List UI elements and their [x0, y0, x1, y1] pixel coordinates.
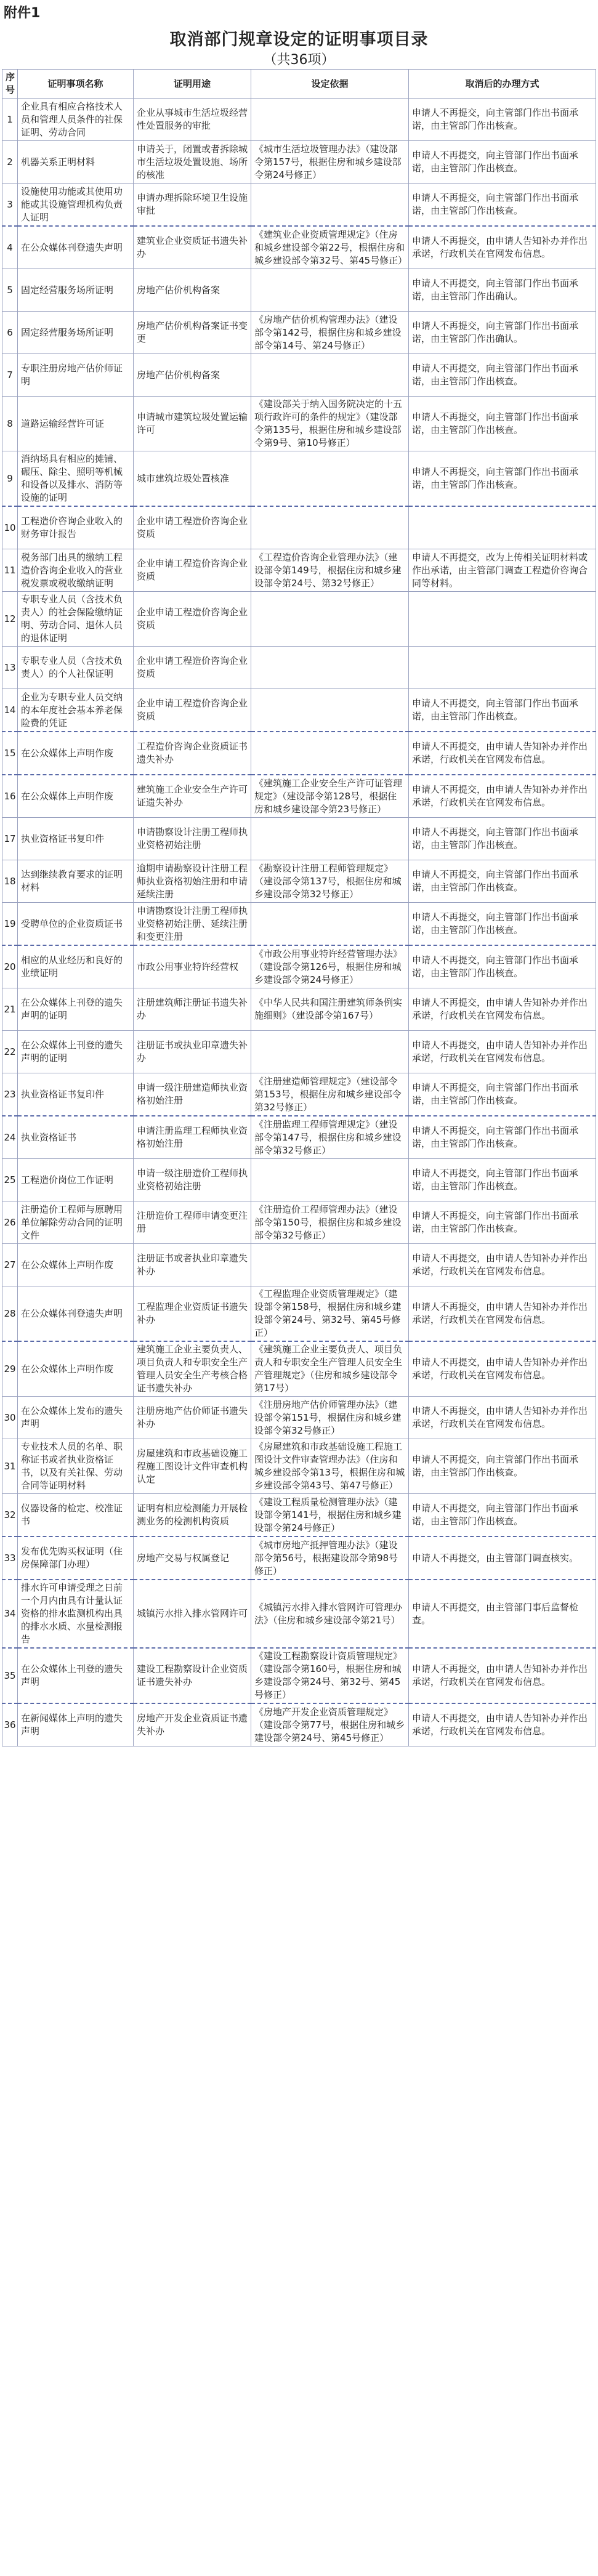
cell-basis: 《城市房地产抵押管理办法》（建设部令第56号，根据建设部令第98号修正） — [251, 1536, 409, 1580]
cell-item-name: 消纳场具有相应的摊铺、碾压、除尘、照明等机械和设备以及排水、消防等设施的证明 — [18, 451, 134, 507]
cell-no: 31 — [2, 1439, 18, 1494]
cell-after-cancel: 申请人不再提交，由申请人告知补办并作出承诺，行政机关在官网发布信息。 — [409, 1286, 596, 1342]
cell-after-cancel: 申请人不再提交，向主管部门作出书面承诺，由主管部门作出核查。 — [409, 451, 596, 507]
cell-item-name: 相应的从业经历和良好的业绩证明 — [18, 945, 134, 988]
cell-basis — [251, 1159, 409, 1201]
table-row — [2, 1494, 596, 1537]
cell-item-name: 固定经营服务场所证明 — [18, 312, 134, 354]
cell-purpose: 企业从事城市生活垃圾经营性处置服务的审批 — [134, 99, 251, 141]
cell-item-name: 专职注册房地产估价师证明 — [18, 354, 134, 397]
cell-no: 25 — [2, 1159, 18, 1201]
cell-item-name: 专职专业人员（含技术负责人）的社会保险缴纳证明、劳动合同、退休人员的退休证明 — [18, 592, 134, 647]
cell-no: 15 — [2, 732, 18, 775]
cell-after-cancel: 申请人不再提交，由申请人告知补办并作出承诺，行政机关在官网发布信息。 — [409, 1703, 596, 1746]
cell-purpose: 企业申请工程造价咨询企业资质 — [134, 689, 251, 732]
table-row — [2, 1536, 596, 1580]
cell-after-cancel: 申请人不再提交，向主管部门作出书面承诺，由主管部门作出核查。 — [409, 1439, 596, 1494]
cell-no: 29 — [2, 1341, 18, 1397]
cell-after-cancel: 申请人不再提交，由申请人告知补办并作出承诺，行政机关在官网发布信息。 — [409, 732, 596, 775]
cell-item-name: 在公众媒体上刊登的遗失声明的证明 — [18, 1031, 134, 1073]
cell-purpose: 房屋建筑和市政基础设施工程施工图设计文件审查机构认定 — [134, 1439, 251, 1494]
cell-item-name: 受聘单位的企业资质证书 — [18, 903, 134, 946]
cell-after-cancel: 申请人不再提交，向主管部门作出书面承诺，由主管部门作出核查。 — [409, 1159, 596, 1201]
table-row — [2, 506, 596, 549]
cell-no: 34 — [2, 1580, 18, 1648]
cell-basis — [251, 451, 409, 507]
cell-no: 24 — [2, 1116, 18, 1159]
document-subtitle: （共36项） — [263, 52, 335, 68]
cell-purpose: 城镇污水排入排水管网许可 — [134, 1580, 251, 1648]
table-row — [2, 1703, 596, 1746]
cell-basis: 《工程监理企业资质管理规定》（建设部令第158号，根据住房和城乡建设部令第24号、第32号、第45号修正） — [251, 1286, 409, 1342]
table-row — [2, 988, 596, 1031]
cell-basis — [251, 689, 409, 732]
cell-after-cancel: 申请人不再提交，向主管部门作出书面承诺，由主管部门作出核查。 — [409, 397, 596, 451]
cell-basis — [251, 732, 409, 775]
document-title: 取消部门规章设定的证明事项目录 — [169, 30, 429, 49]
cell-no: 36 — [2, 1703, 18, 1746]
table-row — [2, 860, 596, 903]
cell-item-name: 工程造价咨询企业收入的财务审计报告 — [18, 506, 134, 549]
cell-basis: 《勘察设计注册工程师管理规定》（建设部令第137号，根据住房和城乡建设部令第32号修正） — [251, 860, 409, 903]
cell-item-name: 仪器设备的检定、校准证书 — [18, 1494, 134, 1537]
cell-item-name: 机器关系正明材料 — [18, 141, 134, 184]
table-row — [2, 549, 596, 592]
cell-basis: 《城市生活垃圾管理办法》（建设部令第157号，根据住房和城乡建设部令第24号修正） — [251, 141, 409, 184]
cell-item-name: 注册造价工程师与原聘用单位解除劳动合同的证明文件 — [18, 1201, 134, 1244]
certificate-items-table — [2, 69, 596, 1746]
table-row — [2, 1159, 596, 1201]
table-row — [2, 592, 596, 647]
cell-no: 3 — [2, 184, 18, 227]
table-row — [2, 226, 596, 269]
cell-no: 35 — [2, 1648, 18, 1703]
cell-item-name: 固定经营服务场所证明 — [18, 269, 134, 312]
cell-item-name: 在公众媒体上声明作废 — [18, 775, 134, 818]
cell-item-name: 在公众媒体上声明作废 — [18, 1244, 134, 1286]
cell-after-cancel: 申请人不再提交，由主管部门事后监督检查。 — [409, 1580, 596, 1648]
cell-item-name: 执业资格证书 — [18, 1116, 134, 1159]
table-row — [2, 184, 596, 227]
table-row — [2, 269, 596, 312]
cell-purpose: 企业申请工程造价咨询企业资质 — [134, 647, 251, 689]
table-row — [2, 451, 596, 507]
cell-basis: 《注册造价工程师管理办法》（建设部令第150号，根据住房和城乡建设部令第32号修正） — [251, 1201, 409, 1244]
cell-after-cancel: 申请人不再提交，向主管部门作出书面承诺，由主管部门作出确认。 — [409, 312, 596, 354]
table-row — [2, 1201, 596, 1244]
cell-no: 18 — [2, 860, 18, 903]
cell-purpose: 申请勘察设计注册工程师执业资格初始注册、延续注册和变更注册 — [134, 903, 251, 946]
cell-after-cancel — [409, 506, 596, 549]
cell-purpose: 申请勘察设计注册工程师执业资格初始注册 — [134, 818, 251, 860]
cell-no: 33 — [2, 1536, 18, 1580]
cell-basis: 《中华人民共和国注册建筑师条例实施细则》（建设部令第167号） — [251, 988, 409, 1031]
cell-after-cancel: 申请人不再提交，由申请人告知补办并作出承诺，行政机关在官网发布信息。 — [409, 1244, 596, 1286]
cell-after-cancel: 申请人不再提交，向主管部门作出书面承诺，由主管部门作出核查。 — [409, 354, 596, 397]
cell-no: 11 — [2, 549, 18, 592]
cell-purpose: 建筑业企业资质证书遗失补办 — [134, 226, 251, 269]
cell-purpose: 注册证书或者执业印章遗失补办 — [134, 1244, 251, 1286]
cell-purpose: 注册建筑师注册证书遗失补办 — [134, 988, 251, 1031]
cell-no: 21 — [2, 988, 18, 1031]
cell-basis: 《房地产开发企业资质管理规定》（建设部令第77号，根据住房和城乡建设部令第24号、第45号修正） — [251, 1703, 409, 1746]
cell-purpose: 注册证书或执业印章遗失补办 — [134, 1031, 251, 1073]
cell-no: 13 — [2, 647, 18, 689]
table-row — [2, 1397, 596, 1439]
cell-basis: 《房地产估价机构管理办法》（建设部令第142号，根据住房和城乡建设部令第14号、第24号修正） — [251, 312, 409, 354]
cell-item-name: 专职专业人员（含技术负责人）的个人社保证明 — [18, 647, 134, 689]
cell-purpose: 房地产开发企业资质证书遗失补办 — [134, 1703, 251, 1746]
cell-no: 2 — [2, 141, 18, 184]
cell-basis — [251, 1031, 409, 1073]
cell-after-cancel: 申请人不再提交，向主管部门作出书面承诺，由主管部门作出核查。 — [409, 818, 596, 860]
cell-purpose: 申请城市建筑垃圾处置运输许可 — [134, 397, 251, 451]
cell-no: 5 — [2, 269, 18, 312]
cell-basis — [251, 184, 409, 227]
cell-no: 22 — [2, 1031, 18, 1073]
cell-after-cancel: 申请人不再提交，向主管部门作出书面承诺，由主管部门作出核查。 — [409, 1116, 596, 1159]
cell-after-cancel: 申请人不再提交，向主管部门作出书面承诺，由主管部门作出核查。 — [409, 184, 596, 227]
cell-after-cancel: 申请人不再提交，由申请人告知补办并作出承诺，行政机关在官网发布信息。 — [409, 1031, 596, 1073]
appendix-label: 附件1 — [4, 6, 41, 21]
cell-item-name: 企业具有相应合格技术人员和管理人员条件的社保证明、劳动合同 — [18, 99, 134, 141]
cell-no: 17 — [2, 818, 18, 860]
cell-basis: 《建筑施工企业安全生产许可证管理规定》（建设部令第128号，根据住房和城乡建设部令第23号修正） — [251, 775, 409, 818]
cell-item-name: 在新闻媒体上声明的遗失声明 — [18, 1703, 134, 1746]
cell-purpose: 申请办理拆除环境卫生设施审批 — [134, 184, 251, 227]
column-header-no: 序号 — [2, 70, 18, 99]
table-row — [2, 99, 596, 141]
cell-purpose: 注册房地产估价师证书遗失补办 — [134, 1397, 251, 1439]
table-row — [2, 354, 596, 397]
cell-no: 32 — [2, 1494, 18, 1537]
cell-item-name: 在公众媒体上声明作废 — [18, 1341, 134, 1397]
cell-purpose: 企业申请工程造价咨询企业资质 — [134, 592, 251, 647]
table-row — [2, 1031, 596, 1073]
cell-purpose: 申请关于，闭置或者拆除城市生活垃圾处置设施、场所的核准 — [134, 141, 251, 184]
cell-basis: 《城镇污水排入排水管网许可管理办法》（住房和城乡建设部令第21号） — [251, 1580, 409, 1648]
cell-after-cancel: 申请人不再提交，向主管部门作出书面承诺，由主管部门作出核查。 — [409, 860, 596, 903]
table-row — [2, 312, 596, 354]
cell-no: 7 — [2, 354, 18, 397]
cell-purpose: 逾期申请勘察设计注册工程师执业资格初始注册和申请延续注册 — [134, 860, 251, 903]
cell-purpose: 申请一级注册建造师执业资格初始注册 — [134, 1073, 251, 1116]
cell-item-name: 达到继续教育要求的证明材料 — [18, 860, 134, 903]
column-header-basis: 设定依据 — [251, 70, 409, 99]
cell-item-name: 在公众媒体刊登遗失声明 — [18, 226, 134, 269]
cell-item-name: 在公众媒体上发布的遗失声明 — [18, 1397, 134, 1439]
cell-after-cancel: 申请人不再提交，由申请人告知补办并作出承诺，行政机关在官网发布信息。 — [409, 1341, 596, 1397]
cell-no: 12 — [2, 592, 18, 647]
cell-basis: 《建筑业企业资质管理规定》（住房和城乡建设部令第22号，根据住房和城乡建设部令第32号、第45号修正） — [251, 226, 409, 269]
cell-no: 14 — [2, 689, 18, 732]
cell-after-cancel: 申请人不再提交，由申请人告知补办并作出承诺，行政机关在官网发布信息。 — [409, 988, 596, 1031]
cell-after-cancel — [409, 647, 596, 689]
cell-basis — [251, 269, 409, 312]
cell-purpose: 市政公用事业特许经营权 — [134, 945, 251, 988]
table-row — [2, 1580, 596, 1648]
cell-item-name: 税务部门出具的缴纳工程造价咨询企业收入的营业税发票或税收缴纳证明 — [18, 549, 134, 592]
cell-item-name: 在公众媒体刊登遗失声明 — [18, 1286, 134, 1342]
cell-basis: 《建设工程质量检测管理办法》（建设部令第141号，根据住房和城乡建设部令第24号修正） — [251, 1494, 409, 1537]
cell-purpose: 建设工程勘察设计企业资质证书遗失补办 — [134, 1648, 251, 1703]
table-row — [2, 647, 596, 689]
column-header-use: 证明用途 — [134, 70, 251, 99]
cell-after-cancel: 申请人不再提交，向主管部门作出书面承诺，由主管部门作出核查。 — [409, 1201, 596, 1244]
cell-item-name: 专业技术人员的名单、职称证书或者执业资格证书，以及有关社保、劳动合同等证明材料 — [18, 1439, 134, 1494]
cell-basis: 《注册监理工程师管理规定》（建设部令第147号，根据住房和城乡建设部令第32号修正） — [251, 1116, 409, 1159]
table-row — [2, 689, 596, 732]
cell-after-cancel: 申请人不再提交，由申请人告知补办并作出承诺，行政机关在官网发布信息。 — [409, 775, 596, 818]
cell-purpose: 建筑施工企业主要负责人、项目负责人和专职安全生产管理人员安全生产考核合格证书遗失补办 — [134, 1341, 251, 1397]
cell-item-name: 在公众媒体上刊登的遗失声明的证明 — [18, 988, 134, 1031]
table-row — [2, 945, 596, 988]
cell-purpose: 申请一级注册造价工程师执业资格初始注册 — [134, 1159, 251, 1201]
cell-after-cancel: 申请人不再提交，由主管部门调查核实。 — [409, 1536, 596, 1580]
table-row — [2, 1244, 596, 1286]
cell-basis — [251, 354, 409, 397]
cell-no: 27 — [2, 1244, 18, 1286]
cell-basis: 《注册建造师管理规定》（建设部令第153号，根据住房和城乡建设部令第32号修正） — [251, 1073, 409, 1116]
cell-basis — [251, 99, 409, 141]
cell-no: 26 — [2, 1201, 18, 1244]
table-row — [2, 818, 596, 860]
cell-after-cancel: 申请人不再提交，改为上传相关证明材料或作出承诺，由主管部门调查工程造价咨询合同等材料。 — [409, 549, 596, 592]
table-row — [2, 903, 596, 946]
cell-no: 16 — [2, 775, 18, 818]
cell-after-cancel: 申请人不再提交，向主管部门作出书面承诺，由主管部门作出核查。 — [409, 903, 596, 946]
cell-no: 20 — [2, 945, 18, 988]
table-row — [2, 1648, 596, 1703]
cell-after-cancel: 申请人不再提交，向主管部门作出书面承诺，由主管部门作出确认。 — [409, 269, 596, 312]
cell-purpose: 城市建筑垃圾处置核准 — [134, 451, 251, 507]
cell-after-cancel: 申请人不再提交，由申请人告知补办并作出承诺，行政机关在官网发布信息。 — [409, 1397, 596, 1439]
cell-purpose: 房地产交易与权属登记 — [134, 1536, 251, 1580]
cell-after-cancel: 申请人不再提交，向主管部门作出书面承诺，由主管部门作出核查。 — [409, 99, 596, 141]
cell-after-cancel: 申请人不再提交，向主管部门作出书面承诺，由主管部门作出核查。 — [409, 945, 596, 988]
cell-after-cancel: 申请人不再提交，由申请人告知补办并作出承诺，行政机关在官网发布信息。 — [409, 226, 596, 269]
cell-no: 8 — [2, 397, 18, 451]
cell-basis — [251, 592, 409, 647]
cell-purpose: 企业申请工程造价咨询企业资质 — [134, 506, 251, 549]
column-header-after: 取消后的办理方式 — [409, 70, 596, 99]
cell-no: 19 — [2, 903, 18, 946]
cell-no: 23 — [2, 1073, 18, 1116]
cell-basis: 《市政公用事业特许经营管理办法》（建设部令第126号，根据住房和城乡建设部令第24号修正） — [251, 945, 409, 988]
cell-no: 28 — [2, 1286, 18, 1342]
cell-purpose: 注册造价工程师申请变更注册 — [134, 1201, 251, 1244]
cell-basis — [251, 903, 409, 946]
column-header-name: 证明事项名称 — [18, 70, 134, 99]
cell-no: 6 — [2, 312, 18, 354]
table-row — [2, 1341, 596, 1397]
cell-basis: 《建设工程勘察设计资质管理规定》（建设部令第160号，根据住房和城乡建设部令第24号、第32号、第45号修正） — [251, 1648, 409, 1703]
cell-item-name: 发布优先购买权证明（住房保障部门办理） — [18, 1536, 134, 1580]
cell-purpose: 建筑施工企业安全生产许可证遗失补办 — [134, 775, 251, 818]
cell-no: 9 — [2, 451, 18, 507]
table-row — [2, 1439, 596, 1494]
cell-after-cancel: 申请人不再提交，向主管部门作出书面承诺，由主管部门作出核查。 — [409, 689, 596, 732]
cell-after-cancel: 申请人不再提交，由申请人告知补办并作出承诺，行政机关在官网发布信息。 — [409, 1648, 596, 1703]
cell-item-name: 排水许可申请受理之日前一个月内由具有计量认证资格的排水监测机构出具的排水水质、水量检测报告 — [18, 1580, 134, 1648]
cell-no: 1 — [2, 99, 18, 141]
cell-basis: 《建设部关于纳入国务院决定的十五项行政许可的条件的规定》（建设部令第135号，根据住房和城乡建设部令第9号、第10号修正） — [251, 397, 409, 451]
table-row — [2, 1073, 596, 1116]
cell-item-name: 在公众媒体上刊登的遗失声明 — [18, 1648, 134, 1703]
table-row — [2, 1286, 596, 1342]
cell-purpose: 申请注册监理工程师执业资格初始注册 — [134, 1116, 251, 1159]
cell-basis: 《工程造价咨询企业管理办法》（建设部令第149号，根据住房和城乡建设部令第24号、第32号修正） — [251, 549, 409, 592]
cell-purpose: 房地产估价机构备案 — [134, 269, 251, 312]
table-row — [2, 397, 596, 451]
cell-purpose: 房地产估价机构备案证书变更 — [134, 312, 251, 354]
cell-basis — [251, 1244, 409, 1286]
cell-item-name: 设施使用功能或其使用功能或其设施管理机构负责人证明 — [18, 184, 134, 227]
cell-no: 4 — [2, 226, 18, 269]
table-header-row — [2, 70, 596, 99]
cell-after-cancel: 申请人不再提交，向主管部门作出书面承诺，由主管部门作出核查。 — [409, 1494, 596, 1537]
cell-purpose: 工程监理企业资质证书遗失补办 — [134, 1286, 251, 1342]
cell-after-cancel: 申请人不再提交，向主管部门作出书面承诺，由主管部门作出核查。 — [409, 1073, 596, 1116]
cell-basis — [251, 506, 409, 549]
cell-basis: 《房屋建筑和市政基础设施工程施工图设计文件审查管理办法》（住房和城乡建设部令第13号，根据住房和城乡建设部令第43号、第47号修正） — [251, 1439, 409, 1494]
table-row — [2, 141, 596, 184]
cell-item-name: 执业资格证书复印件 — [18, 818, 134, 860]
cell-no: 30 — [2, 1397, 18, 1439]
cell-basis: 《建筑施工企业主要负责人、项目负责人和专职安全生产管理人员安全生产管理规定》（住房和城乡建设部令第17号） — [251, 1341, 409, 1397]
cell-after-cancel: 申请人不再提交，向主管部门作出书面承诺，由主管部门作出核查。 — [409, 141, 596, 184]
cell-item-name: 企业为专职专业人员交纳的本年度社会基本养老保险费的凭证 — [18, 689, 134, 732]
cell-purpose: 工程造价咨询企业资质证书遗失补办 — [134, 732, 251, 775]
cell-purpose: 企业申请工程造价咨询企业资质 — [134, 549, 251, 592]
cell-after-cancel — [409, 592, 596, 647]
cell-item-name: 道路运输经营许可证 — [18, 397, 134, 451]
cell-purpose: 房地产估价机构备案 — [134, 354, 251, 397]
cell-item-name: 在公众媒体上声明作废 — [18, 732, 134, 775]
cell-item-name: 执业资格证书复印件 — [18, 1073, 134, 1116]
cell-basis — [251, 647, 409, 689]
cell-no: 10 — [2, 506, 18, 549]
table-row — [2, 732, 596, 775]
table-row — [2, 1116, 596, 1159]
cell-item-name: 工程造价岗位工作证明 — [18, 1159, 134, 1201]
table-row — [2, 775, 596, 818]
cell-purpose: 证明有相应检测能力开展检测业务的检测机构资质 — [134, 1494, 251, 1537]
cell-basis — [251, 818, 409, 860]
cell-basis: 《注册房地产估价师管理办法》（建设部令第151号，根据住房和城乡建设部令第32号修正） — [251, 1397, 409, 1439]
